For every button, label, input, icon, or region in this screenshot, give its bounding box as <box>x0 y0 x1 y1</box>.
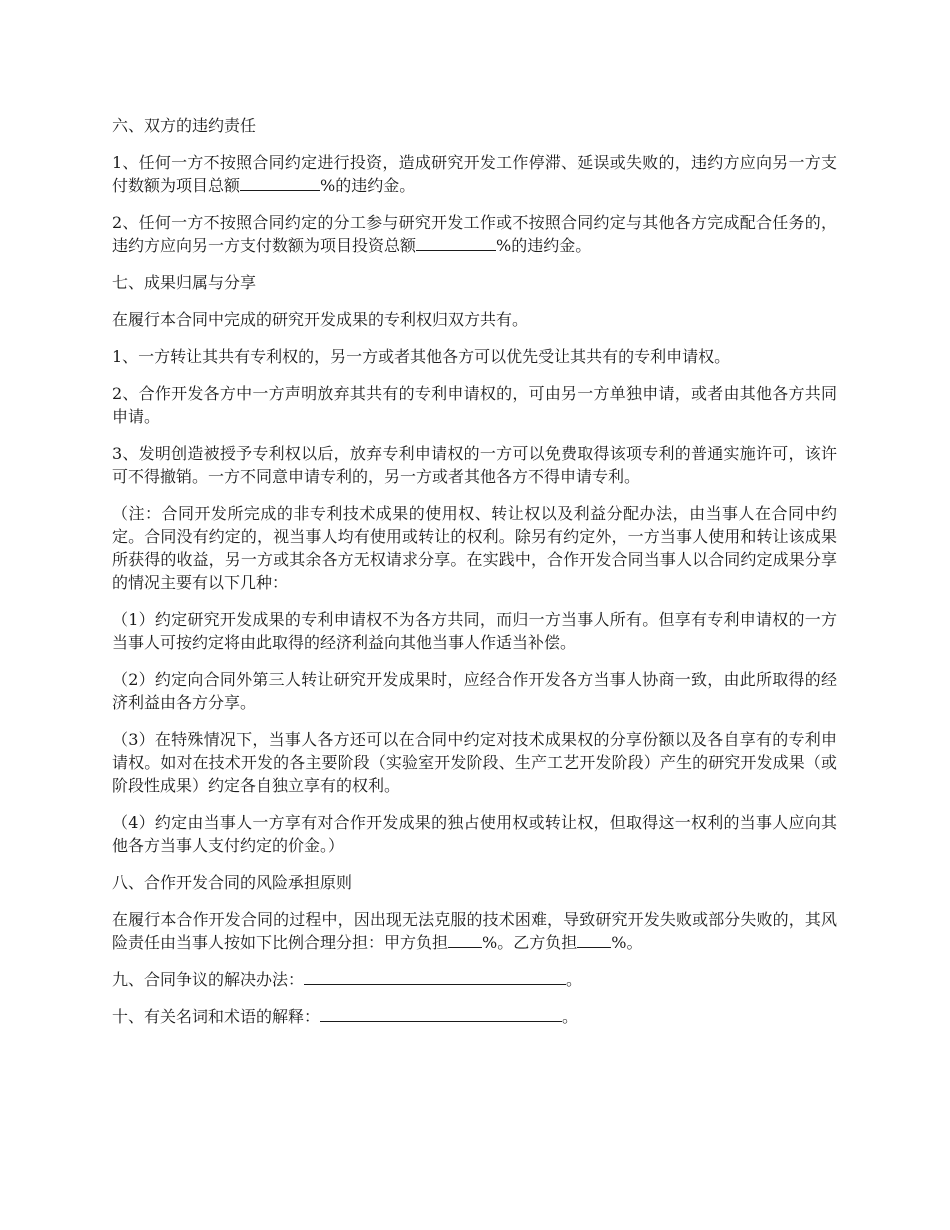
results-intro: 在履行本合同中完成的研究开发成果的专利权归双方共有。 <box>112 310 529 329</box>
clause-text: 在履行本合作开发合同的过程中，因出现无法克服的技术困难，导致研究开发失败或部分失败的，其风险责任由当事人按如下比例合理分担：甲方负担 <box>112 910 837 952</box>
clause-breach-1 <box>112 151 837 197</box>
section-dispute <box>112 968 837 991</box>
section-terms <box>112 1005 837 1028</box>
clause-text: 1、任何一方不按照合同约定进行投资，造成研究开发工作停滞、延误或失败的，违约方应向另一方支付数额为项目总额 <box>112 153 837 195</box>
clause-text: %。 <box>611 933 643 952</box>
fill-blank[interactable] <box>448 931 482 948</box>
fill-blank[interactable] <box>320 1005 562 1022</box>
fill-blank[interactable] <box>304 968 566 985</box>
clause-text: 。 <box>562 1007 579 1026</box>
clause-text: %的违约金。 <box>496 236 592 255</box>
clause-text: %。乙方负担 <box>482 933 578 952</box>
section-heading-risk: 八、合作开发合同的风险承担原则 <box>112 873 353 892</box>
fill-blank[interactable] <box>240 174 320 191</box>
section-heading-results: 七、成果归属与分享 <box>112 273 257 292</box>
fill-blank[interactable] <box>577 931 611 948</box>
note-paragraph: （注：合同开发所完成的非专利技术成果的使用权、转让权以及利益分配办法，由当事人在合同中约定。合同没有约定的，视当事人均有使用或转让的权利。除另有约定外，一方当事人使用和转让该成果所获得的收益，另一方或其余各方无权请求分享。在实践中，合作开发合同当事人以合同约定成果分享的情况主要有以下几种： <box>112 504 837 592</box>
section-heading-breach: 六、双方的违约责任 <box>112 116 257 135</box>
note-item-3: （3）在特殊情况下，当事人各方还可以在合同中约定对技术成果权的分享份额以及各自享有的专利申请权。如对在技术开发的各主要阶段（实验室开发阶段、生产工艺开发阶段）产生的研究开发成果（或阶段性成果）约定各自独立享有的权利。 <box>112 730 837 795</box>
note-item-1: （1）约定研究开发成果的专利申请权不为各方共同，而归一方当事人所有。但享有专利申请权的一方当事人可按约定将由此取得的经济利益向其他当事人作适当补偿。 <box>112 610 837 652</box>
results-clause-1: 1、一方转让其共有专利权的，另一方或者其他各方可以优先受让其共有的专利申请权。 <box>112 347 731 366</box>
note-item-4: （4）约定由当事人一方享有对合作开发成果的独占使用权或转让权，但取得这一权利的当事人应向其他各方当事人支付约定的价金。） <box>112 813 837 855</box>
note-item-2: （2）约定向合同外第三人转让研究开发成果时，应经合作开发各方当事人协商一致，由此所取得的经济利益由各方分享。 <box>112 670 837 712</box>
clause-text: 九、合同争议的解决办法： <box>112 970 305 989</box>
clause-breach-2 <box>112 211 837 257</box>
clause-text: %的违约金。 <box>320 176 416 195</box>
fill-blank[interactable] <box>416 234 496 251</box>
document-page <box>112 114 837 1042</box>
clause-text: 2、任何一方不按照合同约定的分工参与研究开发工作或不按照合同约定与其他各方完成配合任务的，违约方应向另一方支付数额为项目投资总额 <box>112 213 837 255</box>
risk-clause <box>112 908 837 954</box>
results-clause-3: 3、发明创造被授予专利权以后，放弃专利申请权的一方可以免费取得该项专利的普通实施许可，该许可不得撤销。一方不同意申请专利的，另一方或者其他各方不得申请专利。 <box>112 444 837 486</box>
clause-text: 。 <box>566 970 583 989</box>
clause-text: 十、有关名词和术语的解释： <box>112 1007 321 1026</box>
results-clause-2: 2、合作开发各方中一方声明放弃其共有的专利申请权的，可由另一方单独申请，或者由其他各方共同申请。 <box>112 384 837 426</box>
